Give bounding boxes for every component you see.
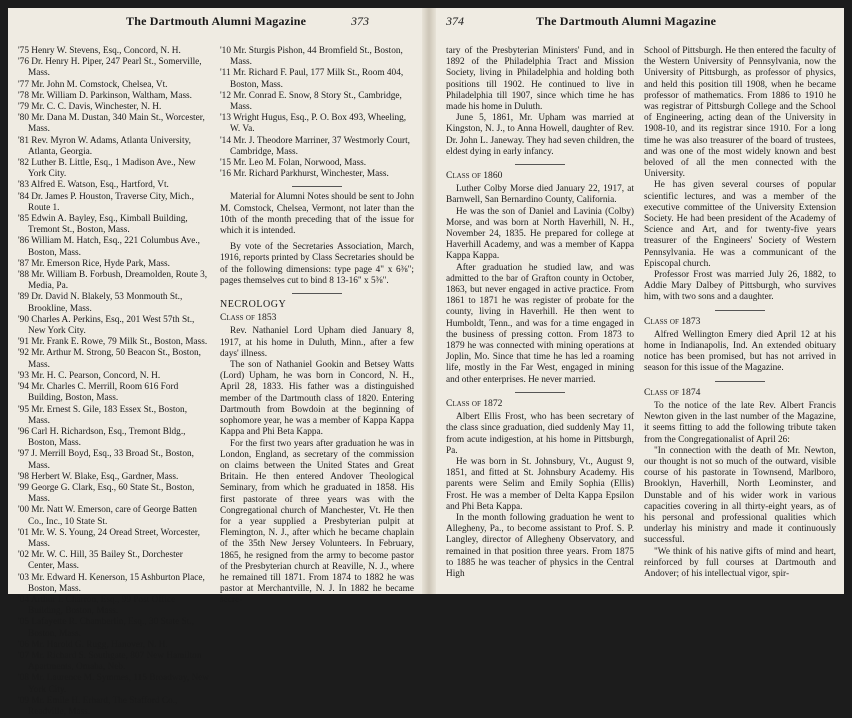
paragraph: After graduation he studied law, and was admitted to the bar of Grafton county in October, 1863, but never engaged in active practice. From 1861 to 1871 he was register of probate for the county, living in Haverhill. He then went to Humboldt, Tenn., and was for a time engaged in the business of pressing cotton. From 1873 to 1879 he was connected with mining operations at Joplin, Mo. Since that time he has led a roaming life, mostly in the Far West, engaged in mining and other enterprises. He never married. bbox=[446, 262, 634, 385]
paragraph: School of Pittsburgh. He then entered the faculty of the Western University of Pennsylvania, now the University of Pittsburgh, as professor of physics, and held this position till 1908, when he became professor of mathematics. From 1886 to 1910 he was registrar of Pittsburgh College and the School of Engineering, acting dean of the University in 1908-10, and its registrar since 1910. For a long time he was also treasurer of the board of trustees, and was one of the most widely known and best beloved of all the men connected with the University. bbox=[644, 46, 836, 180]
list-item: '10 Mr. Sturgis Pishon, 44 Bromfield St., Boston, Mass. bbox=[220, 46, 403, 68]
notes-instructions bbox=[220, 192, 414, 287]
divider bbox=[515, 392, 565, 393]
list-item: '04 Arthur I. Charron, Esq., 99 Post Office Building, Boston, Mass. bbox=[18, 594, 176, 617]
necrology-heading: NECROLOGY bbox=[220, 299, 287, 311]
right-page bbox=[436, 8, 844, 594]
divider bbox=[715, 310, 765, 311]
list-item: '82 Luther B. Little, Esq., 1 Madison Ave., New York City. bbox=[18, 158, 196, 180]
list-item: '88 Mr. William B. Forbush, Dreamolden, Route 3, Media, Pa. bbox=[18, 270, 208, 292]
paragraph: To the notice of the late Rev. Albert Francis Newton given in the last number of the Magazine, it seems fitting to add the following tribute taken from the Congregationalist of April 26: bbox=[644, 400, 836, 445]
list-item: '13 Wright Hugus, Esq., P. O. Box 493, Wheeling, W. Va. bbox=[220, 113, 407, 135]
necrology-section bbox=[220, 299, 414, 606]
book-gutter bbox=[422, 8, 436, 594]
page-header: The Dartmouth Alumni Magazine bbox=[126, 14, 307, 28]
left-page-col2 bbox=[220, 46, 414, 607]
class-heading: Class of 1873 bbox=[644, 315, 701, 327]
left-page bbox=[8, 8, 422, 717]
list-item: '02 Mr. W. C. Hill, 35 Bailey St., Dorchester Center, Mass. bbox=[18, 550, 183, 572]
paragraph: The son of Nathaniel Gookin and Betsey Watts (Lord) Upham, he was born in Concord, N. H., April 28, 1833. His father was a distinguished member of the Dartmouth class of 1820. Entering Dartmouth from Bowdoin at the beginning of sophomore year, he was a member of Kappa Kappa Kappa and Phi Beta Kappa. bbox=[220, 360, 414, 438]
paragraph: tary of the Presbyterian Ministers' Fund, and in 1892 of the Philadelphia Tract and Mission Society, living in Philadelphia and holding both positions till 1902. He continued to live in Philadelphia till 1907, since which time he has made his home in Duluth. bbox=[446, 46, 634, 113]
list-item: '96 Carl H. Richardson, Esq., Tremont Bldg., Boston, Mass. bbox=[18, 426, 186, 449]
class-heading: Class of 1872 bbox=[446, 397, 503, 409]
list-item: '84 Dr. James P. Houston, Traverse City, Mich., Route 1. bbox=[18, 191, 194, 213]
list-item: '09 Mr. Emile H. Erhard, The Stafford Co., Readville, Mass. bbox=[18, 695, 178, 717]
paragraph: Albert Ellis Frost, who has been secretary of the class since graduation, died suddenly May 11, from acute indigestion, at his home in Pittsburgh, Pa. bbox=[446, 412, 634, 456]
list-item: '94 Mr. Charles C. Merrill, Room 616 Ford Building, Boston, Mass. bbox=[18, 382, 179, 404]
paragraph: For the first two years after graduation he was in London, England, as secretary of the commission on claims between the United States and Great Britain. He then entered Andover Theological Seminary, from which he graduated in 1858. His first pastorate of three years was with the Congregational church of Manchester, Vt. He then for a year supplied a Presbyterian pulpit at Flemington, N. J., after which he became chaplain of the 35th New Jersey Volunteers. In February, 1865, he resigned from the army to become pastor of the Presbyterian church at Reaville, N. J., where he remained till 1871. From 1874 to 1882 he was pastor at Merchantville, N. J. In 1882 he became secre- bbox=[220, 438, 414, 606]
list-item: '06 Mr. Harold G. Rugg, Hanover, N. H. bbox=[18, 639, 168, 650]
paragraph: June 5, 1861, Mr. Upham was married at Kingston, N. J., to Anna Howell, daughter of Rev. Dr. John L. Janeway. They had seven children, the eldest dying in early infancy. bbox=[446, 113, 634, 157]
list-item: '75 Henry W. Stevens, Esq., Concord, N. H. bbox=[18, 46, 181, 56]
page-number: 374 bbox=[446, 14, 464, 28]
paragraph: Rev. Nathaniel Lord Upham died January 8, 1917, at his home in Duluth, Minn., after a few days' illness. bbox=[220, 326, 414, 359]
divider bbox=[292, 293, 342, 294]
page-number: 373 bbox=[351, 14, 369, 28]
list-item: '92 Mr. Arthur M. Strong, 50 Beacon St., Boston, Mass. bbox=[18, 348, 201, 370]
list-item: '91 Mr. Frank E. Rowe, 79 Milk St., Boston, Mass. bbox=[18, 337, 208, 348]
paragraph: "We think of his native gifts of mind and heart, reinforced by full courses at Dartmouth and Andover; of his intellectual vigor, spir- bbox=[644, 546, 836, 579]
paragraph: Alfred Wellington Emery died April 12 at his home in Indianapolis, Ind. An extended obituary notice has been promised, but has not arrived in season for this issue of the Magazine. bbox=[644, 329, 836, 374]
list-item: '00 Mr. Natt W. Emerson, care of George Batten Co., Inc., 10 State St. bbox=[18, 505, 197, 527]
paragraph: He has given several courses of popular scientific lectures, and was a member of the executive committee of the University Extension Society. He had been president of the Academy of Science and Art, and for twenty-five years treasurer of the Engineers' Society of Western Pennsylvania. He was a communicant of the Episcopal church. bbox=[644, 180, 836, 269]
paragraph: "In connection with the death of Mr. Newton, our thought is not so much of the outward, visible course of his pastorate in Townsend, Marlboro, Brooklyn, Haverhill, North Leominster, and Dunstable and of his wider work in various capacities covering in all thirty-eight years, as of his personal and professional qualities which underlay his ministry and made it continuously successful. bbox=[644, 445, 836, 546]
paragraph: He was born in St. Johnsbury, Vt., August 9, 1851, and fitted at St. Johnsbury Academy. His parents were Selim and Emily Sophia (Ellis) Frost. He was a member of Delta Kappa Epsilon and Phi Beta Kappa. bbox=[446, 456, 634, 512]
list-item: '95 Mr. Ernest S. Gile, 183 Essex St., Boston, Mass. bbox=[18, 404, 188, 426]
page-header: The Dartmouth Alumni Magazine bbox=[536, 14, 717, 28]
divider bbox=[292, 186, 342, 187]
list-item: '85 Edwin A. Bayley, Esq., Kimball Building, Tremont St., Boston, Mass. bbox=[18, 214, 188, 236]
list-item: '08 Mr. Laurence M. Symmes, 115 Broadway, New York City. bbox=[18, 673, 210, 695]
list-item: '81 Rev. Myron W. Adams, Atlanta University, Atlanta, Georgia. bbox=[18, 135, 191, 157]
list-item: '05 Lafayette R. Chamberlin, Esq., 30 State St., Boston, Mass. bbox=[18, 617, 194, 639]
divider bbox=[715, 381, 765, 382]
divider bbox=[515, 164, 565, 165]
paragraph: He was the son of Daniel and Lavinia (Colby) Morse, and was born at North Haverhill, N. H., November 24, 1835. He prepared for college at Haverhill Academy, and was a member of Kappa Kappa Kappa. bbox=[446, 206, 634, 262]
list-item: '90 Charles A. Perkins, Esq., 201 West 57th St., New York City. bbox=[18, 314, 195, 337]
list-item: '89 Dr. David N. Blakely, 53 Monmouth St., Brookline, Mass. bbox=[18, 292, 183, 314]
list-item: '99 George G. Clark, Esq., 60 State St., Boston, Mass. bbox=[18, 482, 195, 505]
list-item: '12 Mr. Conrad E. Snow, 8 Story St., Cambridge, Mass. bbox=[220, 90, 402, 113]
list-item: '87 Mr. Emerson Rice, Hyde Park, Mass. bbox=[18, 258, 170, 269]
paragraph: In the month following graduation he went to Allegheny, Pa., to become assistant to Prof. S. P. Langley, director of Allegheny Observatory, and remained in that position three years. From 1875 to 1885 he was teacher of physics in the Central High bbox=[446, 512, 634, 579]
list-item: '03 Mr. Edward H. Kenerson, 15 Ashburton Place, Boston, Mass. bbox=[18, 572, 205, 594]
list-item: '16 Mr. Richard Parkhurst, Winchester, Mass. bbox=[220, 169, 389, 180]
right-page-col2 bbox=[644, 46, 836, 580]
list-item: '77 Mr. John M. Comstock, Chelsea, Vt. bbox=[18, 79, 168, 90]
list-item: '80 Mr. Dana M. Dustan, 340 Main St., Worcester, Mass. bbox=[18, 113, 205, 135]
list-item: '76 Dr. Henry H. Piper, 247 Pearl St., Somerville, Mass. bbox=[18, 57, 202, 79]
magazine-spread bbox=[8, 8, 844, 717]
list-item: '93 Mr. H. C. Pearson, Concord, N. H. bbox=[18, 370, 161, 381]
list-item: '07 Mr. Richard S. Southgate, 807 New Hamilton Apartments, Omaha, Neb. bbox=[18, 650, 202, 673]
list-item: '01 Mr. W. S. Young, 24 Oread Street, Worcester, Mass. bbox=[18, 527, 200, 549]
list-item: '98 Herbert W. Blake, Esq., Gardner, Mass. bbox=[18, 471, 179, 482]
list-item: '78 Mr. William D. Parkinson, Waltham, Mass. bbox=[18, 90, 193, 101]
right-page-col1 bbox=[446, 46, 634, 580]
paragraph: By vote of the Secretaries Association, March, 1916, reports printed by Class Secretaries should be of the following dimensions: type page 4" x 6⅜"; pages themselves cut to bind 8 13-16" x 5⅜". bbox=[220, 242, 414, 286]
list-item: '11 Mr. Richard F. Paul, 177 Milk St., Room 404, Boston, Mass. bbox=[220, 68, 404, 90]
paragraph: Luther Colby Morse died January 22, 1917, at Barnwell, San Bernardino County, California. bbox=[446, 184, 634, 206]
paragraph: Professor Frost was married July 26, 1882, to Addie Mary Dalbey of Pittsburgh, who survives him, with two sons and a daughter. bbox=[644, 270, 836, 303]
list-item: '83 Alfred E. Watson, Esq., Hartford, Vt. bbox=[18, 180, 169, 191]
class-heading: Class of 1853 bbox=[220, 312, 277, 324]
list-item: '15 Mr. Leo M. Folan, Norwood, Mass. bbox=[220, 158, 367, 169]
list-item: '79 Mr. C. C. Davis, Winchester, N. H. bbox=[18, 102, 162, 113]
list-item: '14 Mr. J. Theodore Marriner, 37 Westmorly Court, Cambridge, Mass. bbox=[220, 135, 410, 157]
class-heading: Class of 1860 bbox=[446, 170, 503, 182]
alumni-secretaries-list-col2 bbox=[220, 46, 414, 180]
list-item: '97 J. Merrill Boyd, Esq., 33 Broad St., Boston, Mass. bbox=[18, 449, 194, 471]
class-heading: Class of 1874 bbox=[644, 386, 701, 398]
list-item: '86 William M. Hatch, Esq., 221 Columbus Ave., Boston, Mass. bbox=[18, 236, 200, 258]
paragraph: Material for Alumni Notes should be sent to John M. Comstock, Chelsea, Vermont, not later than the 10th of the month preceding that of the issue for which it is intended. bbox=[220, 192, 414, 237]
alumni-secretaries-list-col1 bbox=[18, 46, 210, 718]
